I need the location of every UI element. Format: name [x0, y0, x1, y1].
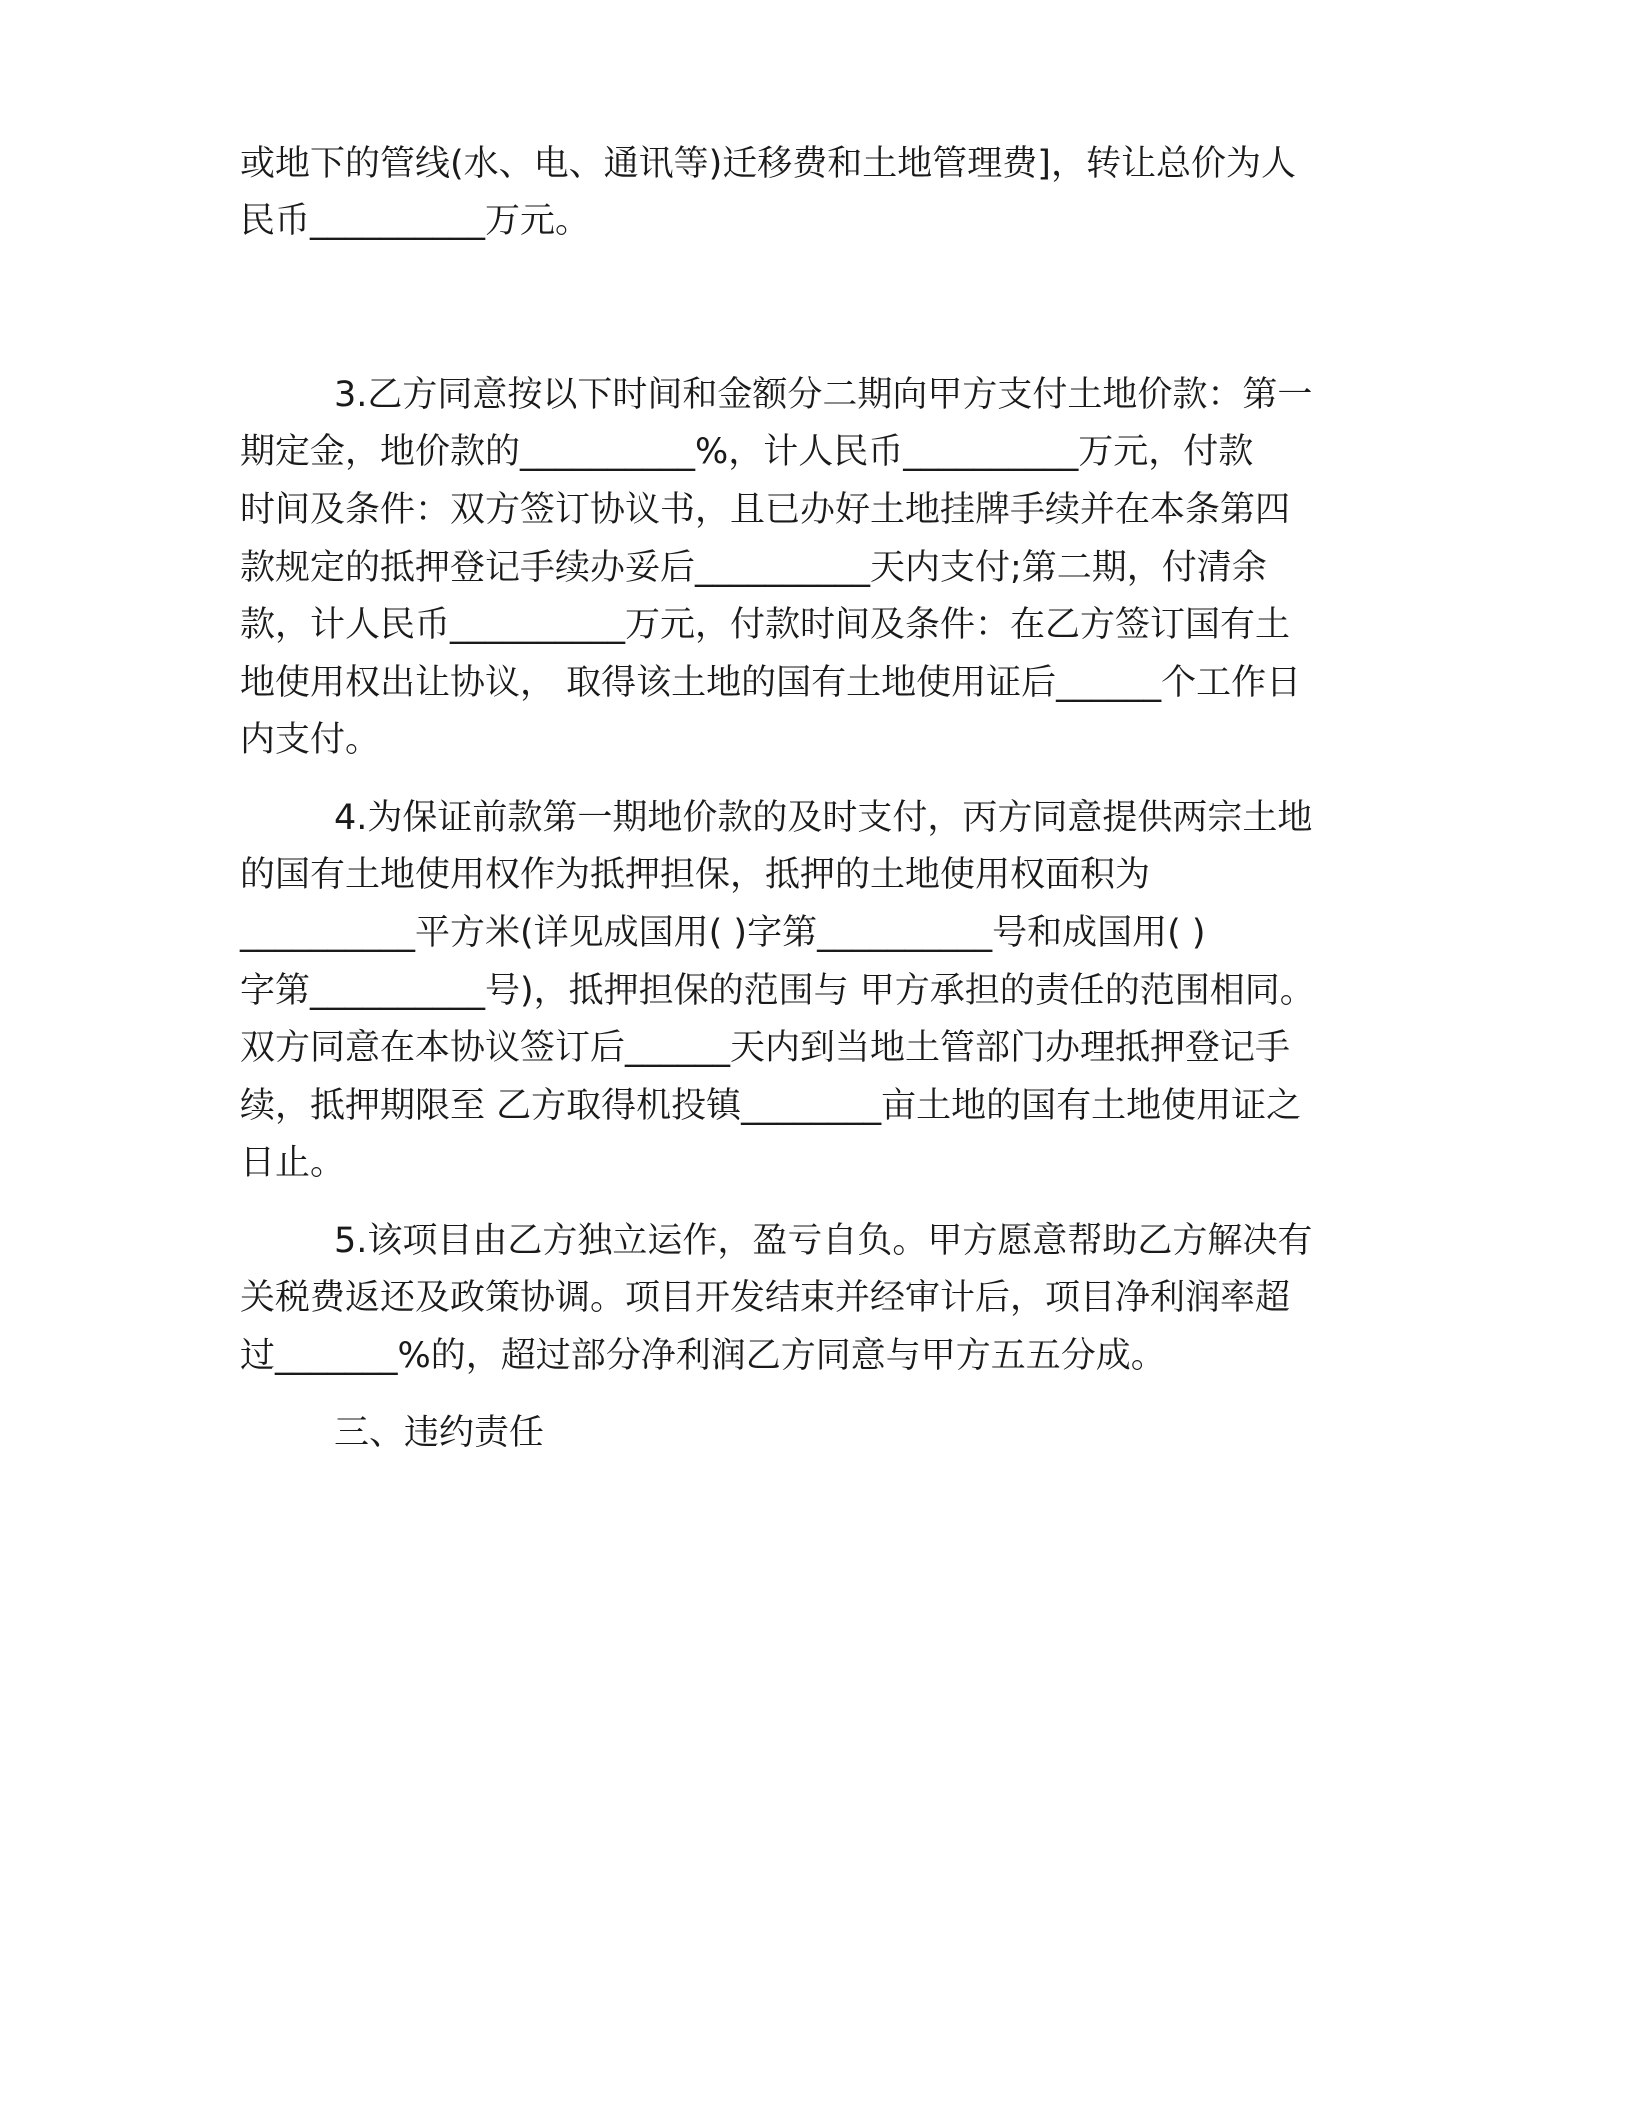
text-line: 款规定的抵押登记手续办妥后__________天内支付;第二期，付清余	[240, 548, 1267, 588]
text-line: 的国有土地使用权作为抵押担保，抵押的土地使用权面积为	[240, 855, 1151, 895]
text-line: 款，计人民币__________万元，付款时间及条件：在乙方签订国有土	[240, 605, 1291, 645]
text-line: 或地下的管线(水、电、通讯等)迁移费和土地管理费]，转让总价为人	[240, 144, 1296, 184]
text-line: 地使用权出让协议， 取得该土地的国有土地使用证后______个工作日	[240, 663, 1302, 703]
text-line: 日止。	[240, 1143, 346, 1183]
text-line: 期定金，地价款的__________%，计人民币__________万元，付款	[240, 432, 1254, 472]
text-line: 时间及条件：双方签订协议书，且已办好土地挂牌手续并在本条第四	[240, 490, 1291, 530]
text-line: 内支付。	[240, 720, 381, 760]
paragraph-4-start: 4.为保证前款第一期地价款的及时支付，丙方同意提供两宗土地	[334, 798, 1313, 838]
paragraph-3-start: 3.乙方同意按以下时间和金额分二期向甲方支付土地价款：第一	[334, 375, 1313, 415]
text-line: 双方同意在本协议签订后______天内到当地土管部门办理抵押登记手	[240, 1028, 1291, 1068]
text-line: 过_______%的，超过部分净利润乙方同意与甲方五五分成。	[240, 1336, 1166, 1376]
section-heading-breach-liability: 三、违约责任	[334, 1413, 545, 1453]
text-line: 字第__________号)，抵押担保的范围与 甲方承担的责任的范围相同。	[240, 971, 1315, 1011]
text-line: 关税费返还及政策协调。项目开发结束并经审计后，项目净利润率超	[240, 1278, 1291, 1318]
text-line: 民币__________万元。	[240, 201, 591, 241]
text-line: 续，抵押期限至 乙方取得机投镇________亩土地的国有土地使用证之	[240, 1086, 1302, 1126]
text-line: __________平方米(详见成国用( )字第__________号和成国用( )	[240, 913, 1206, 953]
paragraph-5-start: 5.该项目由乙方独立运作，盈亏自负。甲方愿意帮助乙方解决有	[334, 1221, 1313, 1261]
